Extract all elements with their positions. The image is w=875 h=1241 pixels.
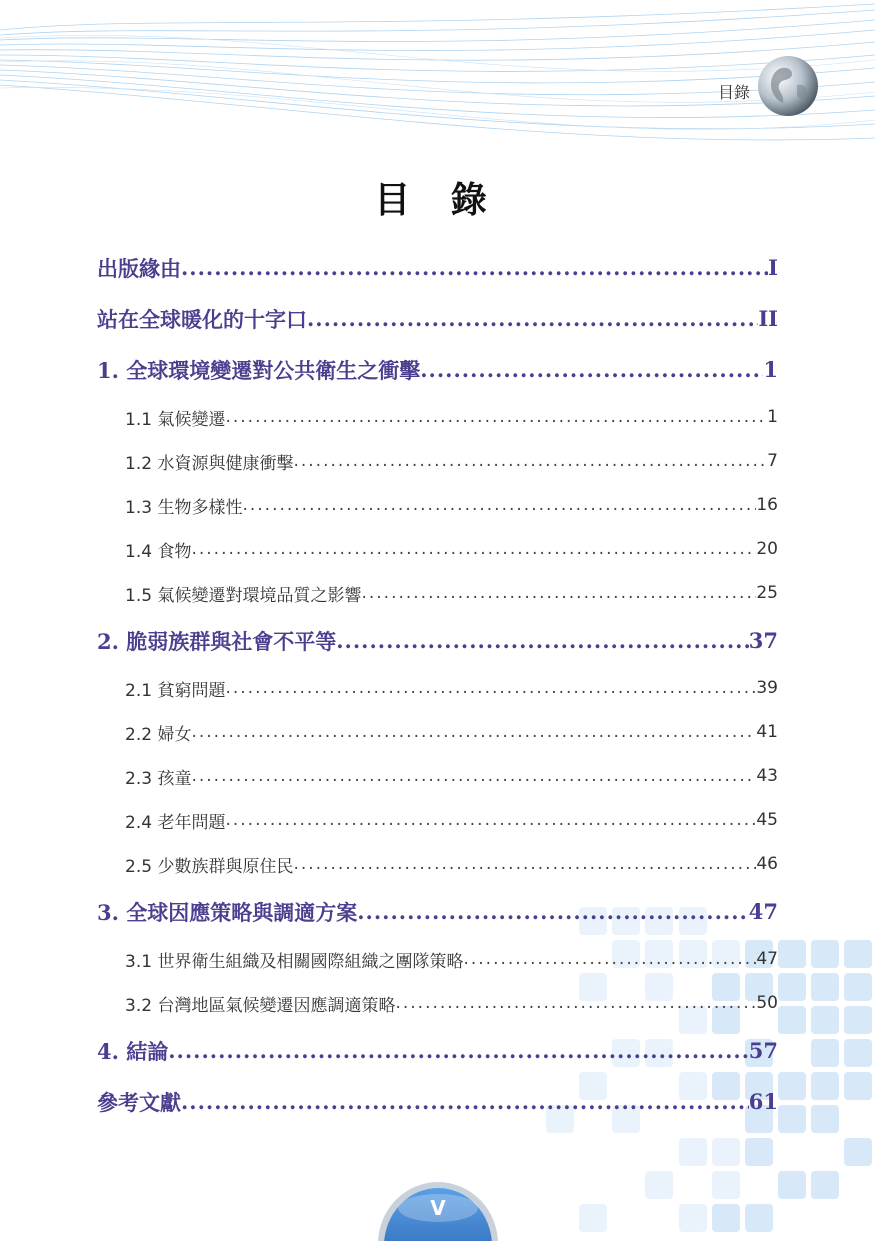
toc-entry-label: 3.1 世界衛生組織及相關國際組織之團隊策略	[125, 951, 464, 972]
toc-entry-section-2-3[interactable]	[97, 754, 778, 798]
toc-entry-section-1-1[interactable]	[97, 395, 778, 439]
toc-entry-page: 39	[756, 678, 778, 698]
toc-entry-label: 1.4 食物	[125, 541, 192, 562]
toc-entry-label: 2. 脆弱族群與社會不平等	[97, 628, 337, 654]
toc-entry-section-1-5[interactable]	[97, 571, 778, 615]
dot-leader	[336, 628, 749, 653]
dot-leader	[357, 899, 749, 924]
toc-entry-references[interactable]	[97, 1076, 778, 1127]
toc-entry-chapter-1[interactable]	[97, 344, 778, 395]
toc-entry-chapter-2[interactable]	[97, 615, 778, 666]
toc-entry-section-2-4[interactable]	[97, 798, 778, 842]
dot-leader	[293, 451, 767, 471]
toc-entry-page: 46	[756, 854, 778, 874]
toc-entry-section-1-2[interactable]	[97, 439, 778, 483]
toc-entry-page: II	[758, 306, 778, 331]
toc-entry-label: 2.4 老年問題	[125, 812, 226, 833]
toc-entry-section-1-4[interactable]	[97, 527, 778, 571]
toc-entry-section-2-5[interactable]	[97, 842, 778, 886]
globe-icon	[757, 55, 819, 117]
toc-entry-page: 50	[756, 993, 778, 1013]
toc-entry-chapter-3[interactable]	[97, 886, 778, 937]
page-title: 目 錄	[374, 179, 501, 221]
toc-entry-page: 20	[756, 539, 778, 559]
toc-entry-label: 1.2 水資源與健康衝擊	[125, 453, 294, 474]
dot-leader	[225, 678, 756, 698]
dot-leader	[420, 357, 763, 382]
dot-leader	[225, 407, 767, 427]
dot-leader	[191, 539, 756, 559]
toc-entry-chapter-4[interactable]	[97, 1025, 778, 1076]
dot-leader	[225, 810, 756, 830]
toc-entry-label: 出版緣由	[97, 255, 181, 281]
toc-entry-page: 43	[756, 766, 778, 786]
dot-leader	[181, 255, 768, 280]
toc-entry-page: I	[768, 255, 778, 280]
toc-entry-section-2-2[interactable]	[97, 710, 778, 754]
dot-leader	[361, 583, 756, 603]
toc-entry-preface[interactable]	[97, 242, 778, 293]
toc-entry-label: 3.2 台灣地區氣候變遷因應調適策略	[125, 995, 396, 1016]
page-number: V	[430, 1196, 446, 1220]
toc-entry-foreword[interactable]	[97, 293, 778, 344]
toc-entry-label: 4. 結論	[97, 1038, 169, 1064]
toc-entry-label: 2.2 婦女	[125, 724, 192, 745]
toc-entry-label: 1.5 氣候變遷對環境品質之影響	[125, 585, 362, 606]
toc-entry-page: 41	[756, 722, 778, 742]
toc-entry-page: 1	[767, 407, 778, 427]
dot-leader	[191, 722, 756, 742]
dot-leader	[191, 766, 756, 786]
toc-entry-section-3-2[interactable]	[97, 981, 778, 1025]
dot-leader	[168, 1038, 749, 1063]
dot-leader	[293, 854, 756, 874]
table-of-contents	[97, 242, 778, 1127]
toc-entry-page: 37	[748, 628, 778, 653]
toc-entry-label: 1.1 氣候變遷	[125, 409, 226, 430]
toc-entry-label: 站在全球暖化的十字口	[97, 306, 307, 332]
toc-entry-label: 2.5 少數族群與原住民	[125, 856, 294, 877]
toc-entry-label: 1. 全球環境變遷對公共衛生之衝擊	[97, 357, 421, 383]
toc-entry-label: 2.1 貧窮問題	[125, 680, 226, 701]
toc-entry-label: 參考文獻	[97, 1089, 181, 1115]
toc-entry-page: 16	[756, 495, 778, 515]
toc-entry-section-1-3[interactable]	[97, 483, 778, 527]
dot-leader	[395, 993, 756, 1013]
toc-entry-page: 47	[748, 899, 778, 924]
toc-entry-label: 3. 全球因應策略與調適方案	[97, 899, 358, 925]
toc-entry-section-3-1[interactable]	[97, 937, 778, 981]
toc-entry-page: 7	[767, 451, 778, 471]
toc-entry-section-2-1[interactable]	[97, 666, 778, 710]
dot-leader	[242, 495, 756, 515]
toc-entry-page: 57	[748, 1038, 778, 1063]
toc-entry-page: 47	[756, 949, 778, 969]
dot-leader	[463, 949, 756, 969]
toc-entry-page: 61	[748, 1089, 778, 1114]
toc-entry-page: 1	[763, 357, 778, 382]
toc-entry-label: 2.3 孩童	[125, 768, 192, 789]
dot-leader	[181, 1089, 749, 1114]
toc-entry-page: 25	[756, 583, 778, 603]
toc-entry-label: 1.3 生物多樣性	[125, 497, 243, 518]
section-label: 目錄	[718, 83, 751, 102]
dot-leader	[307, 306, 758, 331]
toc-entry-page: 45	[756, 810, 778, 830]
